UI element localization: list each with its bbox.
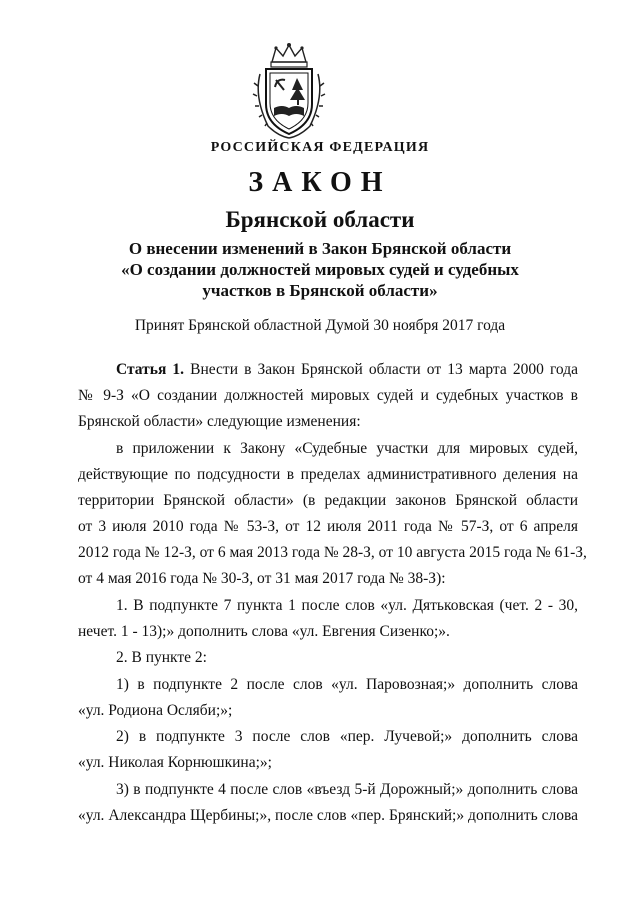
article-label: Статья 1. bbox=[116, 361, 185, 378]
body-line: «ул. Родиона Осляби;»; bbox=[78, 702, 233, 719]
body-line: от 4 мая 2016 года № 30-З, от 31 мая 2017 года № 38-З): bbox=[78, 570, 446, 587]
body-line: № 9-З «О создании должностей мировых судей и судебных участков в bbox=[78, 387, 578, 404]
body-line: от 3 июля 2010 года № 53-З, от 12 июля 2011 года № 57-З, от 6 апреля bbox=[78, 518, 578, 535]
body-line: в приложении к Закону «Судебные участки для мировых судей, bbox=[116, 440, 578, 457]
coat-of-arms-icon bbox=[250, 42, 328, 142]
subtitle-line: участков в Брянской области» bbox=[202, 281, 438, 300]
body-line: 1. В подпункте 7 пункта 1 после слов «ул. Дятьковская (чет. 2 - 30, bbox=[116, 597, 578, 614]
body-line: 2) в подпункте 3 после слов «пер. Лучевой;» дополнить слова bbox=[116, 728, 578, 745]
body-line: Брянской области» следующие изменения: bbox=[78, 413, 361, 430]
body-line: действующие по подсудности в пределах административного деления на bbox=[78, 466, 578, 483]
law-subtitle bbox=[100, 238, 540, 301]
adoption-date: Принят Брянской областной Думой 30 ноября 2017 года bbox=[134, 317, 506, 334]
body-line: 3) в подпункте 4 после слов «въезд 5-й Дорожный;» дополнить слова bbox=[116, 781, 578, 798]
federation-heading: РОССИЙСКАЯ ФЕДЕРАЦИЯ bbox=[210, 140, 430, 155]
subtitle-line: «О создании должностей мировых судей и судебных bbox=[121, 260, 519, 279]
subtitle-line: О внесении изменений в Закон Брянской области bbox=[128, 239, 512, 258]
body-line: 2. В пункте 2: bbox=[116, 649, 207, 666]
body-line: территории Брянской области» (в редакции законов Брянской области bbox=[78, 492, 578, 509]
body-line: 2012 года № 12-З, от 6 мая 2013 года № 28-З, от 10 августа 2015 года № 61-З, bbox=[78, 544, 587, 561]
body-line: нечет. 1 - 13);» дополнить слова «ул. Евгения Сизенко;». bbox=[78, 623, 450, 640]
body-line: «ул. Александра Щербины;», после слов «пер. Брянский;» дополнить слова bbox=[78, 807, 578, 824]
body-line: «ул. Николая Корнюшкина;»; bbox=[78, 754, 272, 771]
body-line bbox=[116, 360, 578, 380]
body-line: 1) в подпункте 2 после слов «ул. Паровозная;» дополнить слова bbox=[116, 676, 578, 693]
law-title: ЗАКОН bbox=[248, 167, 392, 198]
body-line-text: Внести в Закон Брянской области от 13 марта 2000 года bbox=[184, 361, 578, 378]
region-title: Брянской области bbox=[225, 207, 415, 232]
